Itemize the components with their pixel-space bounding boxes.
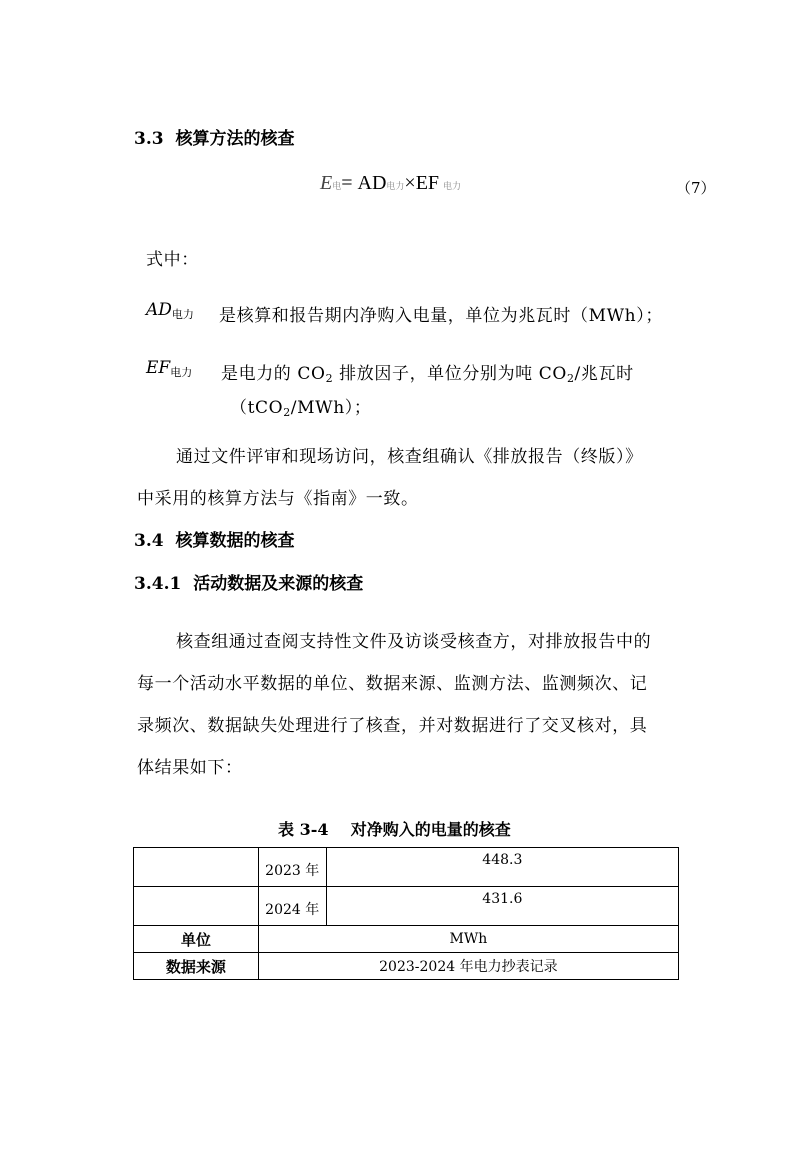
def-ad-sub: 电力 — [171, 308, 194, 321]
def-ef-sub2: 2 — [325, 372, 334, 385]
def-ef-text-c: /兆瓦时 — [574, 364, 634, 384]
section-title: 核算数据的核查 — [175, 531, 295, 551]
section-title: 核算方法的核查 — [175, 129, 295, 149]
table-cell-year: 2024 年 — [258, 887, 326, 926]
para2-line1: 核查组通过查阅支持性文件及访谈受核查方，对排放报告中的 — [176, 632, 652, 652]
table-cell-year: 2023 年 — [258, 848, 326, 887]
def-ef-sub: 电力 — [170, 366, 193, 379]
table-cell-source-label: 数据来源 — [134, 953, 259, 980]
formula-ad-sub: 电力 — [386, 181, 405, 191]
def-ad-symbol — [146, 300, 194, 322]
table-row — [134, 953, 679, 980]
formula-e: E — [320, 172, 333, 194]
section-heading-3-4 — [134, 526, 295, 551]
formula-times-ef: ×EF — [404, 172, 440, 194]
para2-line3: 录频次、数据缺失处理进行了核查，并对数据进行了交叉核对，具 — [137, 716, 648, 736]
para2-line4: 体结果如下： — [137, 758, 243, 778]
def-ef-text-a: 是电力的 CO — [221, 364, 326, 384]
table-cell-unit-label: 单位 — [134, 926, 259, 953]
def-ef-text — [221, 359, 634, 385]
def-ef-sub3: 2 — [566, 372, 575, 385]
def-ad-text: 是核算和报告期内净购入电量，单位为兆瓦时（MWh）； — [219, 306, 663, 326]
table-row — [134, 848, 679, 887]
para2-line2: 每一个活动水平数据的单位、数据来源、监测方法、监测频次、记 — [137, 674, 648, 694]
para1-line2: 中采用的核算方法与《指南》一致。 — [137, 489, 419, 509]
section-number: 3.3 — [134, 129, 164, 149]
def-ef-symbol — [146, 358, 192, 380]
formula-number: （7） — [676, 179, 716, 197]
table-cell-value: 448.3 — [326, 848, 678, 887]
formula-eq-ad: = AD — [341, 172, 387, 194]
table-row — [134, 887, 679, 926]
table-caption: 表 3-4 对净购入的电量的核查 — [278, 820, 511, 839]
def-ef-cont-a: （tCO — [230, 398, 284, 418]
section-title: 活动数据及来源的核查 — [193, 574, 364, 594]
where-label: 式中： — [146, 250, 199, 270]
table-cell-source-value: 2023-2024 年电力抄表记录 — [258, 953, 678, 980]
table-cell-empty — [134, 848, 259, 887]
para1-line1: 通过文件评审和现场访问，核查组确认《排放报告（终版）》 — [176, 447, 643, 467]
formula-ef-sub: 电力 — [443, 181, 462, 191]
table-cell-empty — [134, 887, 259, 926]
formula-e-sub: 电 — [332, 181, 342, 191]
table-cell-unit-value: MWh — [258, 926, 678, 953]
section-heading-3-3 — [134, 124, 295, 149]
def-ef-cont-b: /MWh）； — [290, 398, 372, 418]
data-table — [133, 847, 679, 980]
def-ad-sym: AD — [146, 300, 172, 320]
table-row — [134, 926, 679, 953]
section-number: 3.4 — [134, 531, 164, 551]
def-ef-text-b: 排放因子，单位分别为吨 CO — [333, 364, 567, 384]
def-ef-sym: EF — [146, 358, 171, 378]
section-heading-3-4-1 — [134, 569, 363, 594]
def-ef-cont-sub: 2 — [283, 406, 291, 419]
formula — [320, 172, 461, 195]
section-number: 3.4.1 — [134, 574, 182, 594]
table-cell-value: 431.6 — [326, 887, 678, 926]
def-ef-continuation — [230, 393, 371, 419]
